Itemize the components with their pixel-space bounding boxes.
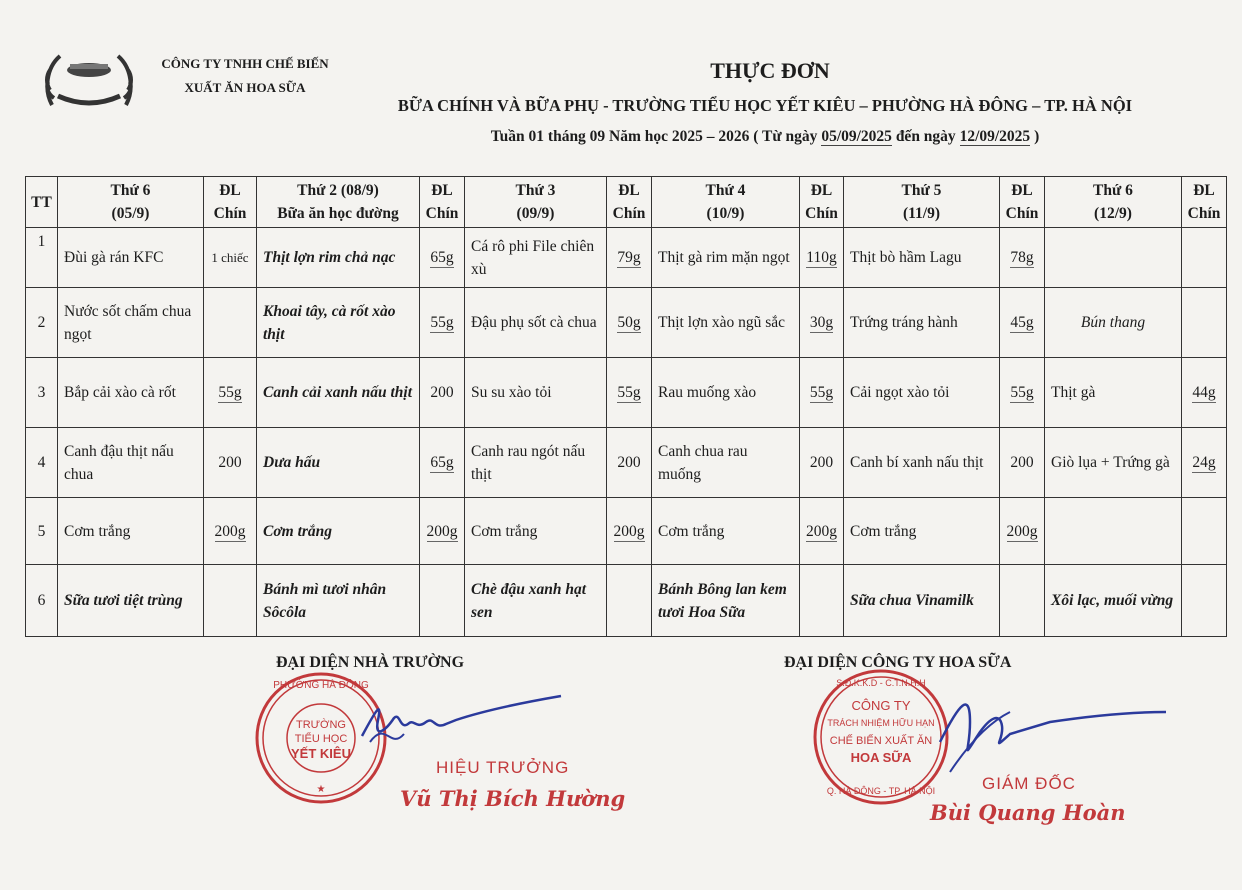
day-date: (12/9) [1094,205,1132,222]
qty-cell [1182,565,1227,637]
qty-cell: 200 [800,428,844,498]
qty-cell: 200 [607,428,652,498]
qty-cell [607,288,652,358]
qty-cell [607,228,652,288]
qty-value: 1 chiếc [211,250,249,265]
dish-cell [1045,498,1182,565]
dish-cell: Su su xào tỏi [465,358,607,428]
company-logo [44,50,134,112]
header-day [1045,177,1182,228]
dish-cell: Thịt lợn xào ngũ sắc [652,288,800,358]
qty-cell [1182,428,1227,498]
menu-table [25,176,1227,637]
row-number: 6 [26,565,58,637]
company-line1: CÔNG TY TNHH CHẾ BIẾN [161,56,329,71]
dl-label: ĐL [810,182,833,199]
day-label: Thứ 4 [705,182,746,199]
qty-cell [607,565,652,637]
qty-value: 200g [214,522,246,540]
dish-cell: Thịt lợn rim chả nạc [257,228,420,288]
qty-cell: 200 [204,428,257,498]
dish-cell: Đùi gà rán KFC [58,228,204,288]
dish-cell: Nước sốt chấm chua ngọt [58,288,204,358]
header-dl [1000,177,1045,228]
dl-sub: Chín [612,205,646,222]
dish-cell: Rau muống xào [652,358,800,428]
qty-value: 45g [1010,314,1034,331]
company-representative-label: ĐẠI DIỆN CÔNG TY HOA SỮA [784,654,1012,671]
day-date: (11/9) [902,205,941,222]
qty-value: 30g [809,314,834,331]
day-label: Thứ 6 [110,182,151,199]
dish-cell: Cơm trắng [465,498,607,565]
dish-cell: Cải ngọt xào tỏi [844,358,1000,428]
svg-text:TRƯỜNG: TRƯỜNG [296,719,346,731]
qty-value: 200g [1006,522,1038,540]
qty-cell [607,498,652,565]
qty-value: 24g [1192,454,1216,471]
qty-cell [800,288,844,358]
week-range [330,128,1200,146]
header-dl [1182,177,1227,228]
dish-cell: Sữa chua Vinamilk [844,565,1000,637]
svg-text:Q. HÀ ĐÔNG - TP. HÀ NỘI: Q. HÀ ĐÔNG - TP. HÀ NỘI [826,786,936,796]
header-day [652,177,800,228]
table-row [26,358,1227,428]
header-dl [420,177,465,228]
header-day [58,177,204,228]
dish-cell: Chè đậu xanh hạt sen [465,565,607,637]
dish-cell: Bún thang [1045,288,1182,358]
qty-value: 44g [1192,384,1216,401]
dish-cell: Cá rô phi File chiên xù [465,228,607,288]
dish-cell: Giò lụa + Trứng gà [1045,428,1182,498]
qty-cell [1000,288,1045,358]
row-number: 3 [26,358,58,428]
dl-sub: Chín [1005,205,1039,222]
dl-label: ĐL [1011,182,1033,199]
qty-cell [420,228,465,288]
qty-cell [204,358,257,428]
qty-value: 200g [426,522,458,540]
week-prefix: Tuần 01 tháng 09 Năm học 2025 – 2026 ( Từ ngày [490,128,818,145]
day-date: Bữa ăn học đường [277,205,399,222]
row-number: 2 [26,288,58,358]
qty-cell [1182,288,1227,358]
dish-cell: Thịt bò hầm Lagu [844,228,1000,288]
qty-cell [800,358,844,428]
qty-value: 79g [617,249,641,266]
qty-cell [1000,228,1045,288]
dish-cell: Sữa tươi tiệt trùng [58,565,204,637]
qty-value: 55g [430,314,454,331]
dish-cell: Cơm trắng [257,498,420,565]
qty-cell [420,565,465,637]
page-title: THỰC ĐƠN [710,58,830,83]
header-day [465,177,607,228]
dish-cell: Canh rau ngót nấu thịt [465,428,607,498]
dish-cell: Trứng tráng hành [844,288,1000,358]
table-row [26,565,1227,637]
week-suffix: ) [1034,128,1040,145]
header-dl [607,177,652,228]
header-dl [204,177,257,228]
dish-cell: Canh chua rau muống [652,428,800,498]
company-name [150,52,340,100]
qty-value: 65g [430,249,454,266]
dish-cell: Thịt gà rim mặn ngọt [652,228,800,288]
header-day [257,177,420,228]
table-row [26,228,1227,288]
dish-cell: Canh bí xanh nấu thịt [844,428,1000,498]
svg-text:CÔNG TY: CÔNG TY [851,698,911,713]
dish-cell: Khoai tây, cà rốt xào thịt [257,288,420,358]
day-label: Thứ 5 [901,182,942,199]
table-row [26,498,1227,565]
dish-cell: Canh cải xanh nấu thịt [257,358,420,428]
dish-cell: Bánh mì tươi nhân Sôcôla [257,565,420,637]
qty-cell [1000,565,1045,637]
dish-cell: Đậu phụ sốt cà chua [465,288,607,358]
dl-sub: Chín [425,205,459,222]
header-tt: TT [26,177,58,228]
table-row [26,288,1227,358]
svg-text:S.Đ.K.K.D - C.T.N.H.H: S.Đ.K.K.D - C.T.N.H.H [836,678,926,688]
school-signature [356,690,566,760]
school-role: HIỆU TRƯỞNG [436,758,570,777]
dish-cell: Cơm trắng [844,498,1000,565]
qty-value: 55g [218,384,242,401]
day-label: Thứ 3 [515,182,556,199]
qty-value: 55g [1010,384,1034,401]
svg-text:★: ★ [316,784,326,795]
dish-cell [1045,228,1182,288]
qty-cell [204,498,257,565]
qty-cell [1182,358,1227,428]
svg-text:PHƯỜNG HÀ ĐÔNG: PHƯỜNG HÀ ĐÔNG [273,680,369,691]
dish-cell: Cơm trắng [652,498,800,565]
qty-cell [420,288,465,358]
svg-text:TIỂU HỌC: TIỂU HỌC [294,733,348,745]
date-to: 12/09/2025 [959,128,1031,145]
dl-sub: Chín [1187,205,1221,222]
header-day [844,177,1000,228]
svg-text:HOA SỮA: HOA SỮA [850,750,912,765]
dish-cell: Bánh Bông lan kem tươi Hoa Sữa [652,565,800,637]
qty-value: 200g [806,522,837,540]
svg-text:TRÁCH NHIỆM HỮU HẠN: TRÁCH NHIỆM HỮU HẠN [827,718,935,728]
qty-cell [800,498,844,565]
qty-value: 65g [430,454,454,471]
dl-sub: Chín [805,205,838,222]
date-from: 05/09/2025 [821,128,892,145]
company-signature [930,682,1170,782]
qty-cell [1182,228,1227,288]
row-number: 4 [26,428,58,498]
school-representative-label: ĐẠI DIỆN NHÀ TRƯỜNG [276,654,465,671]
table-header-row [26,177,1227,228]
qty-cell: 200 [1000,428,1045,498]
qty-cell [420,428,465,498]
qty-cell [420,498,465,565]
dish-cell: Xôi lạc, muối vừng [1045,565,1182,637]
dl-label: ĐL [431,182,453,199]
qty-cell [1000,358,1045,428]
dish-cell: Canh đậu thịt nấu chua [58,428,204,498]
svg-text:YẾT KIÊU: YẾT KIÊU [291,746,351,761]
day-label: Thứ 6 [1093,182,1133,199]
row-number: 1 [26,228,58,288]
day-date: (09/9) [516,205,555,222]
qty-cell: 200 [420,358,465,428]
qty-cell [204,288,257,358]
company-line2: XUẤT ĂN HOA SỮA [184,80,306,95]
dish-cell: Dưa hấu [257,428,420,498]
qty-value: 110g [806,249,837,266]
day-label: Thứ 2 (08/9) [297,182,379,199]
dish-cell: Thịt gà [1045,358,1182,428]
header-dl [800,177,844,228]
svg-text:CHẾ BIẾN XUẤT ĂN: CHẾ BIẾN XUẤT ĂN [829,735,933,747]
dish-cell: Cơm trắng [58,498,204,565]
qty-value: 200g [613,522,645,540]
qty-cell [1000,498,1045,565]
row-number: 5 [26,498,58,565]
qty-cell [204,565,257,637]
day-date: (05/9) [111,205,150,222]
company-role: GIÁM ĐỐC [982,774,1076,793]
day-date: (10/9) [706,205,745,222]
table-row [26,428,1227,498]
dl-label: ĐL [219,182,241,199]
qty-cell [800,565,844,637]
dl-sub: Chín [213,205,247,222]
page-subtitle: BỮA CHÍNH VÀ BỮA PHỤ - TRƯỜNG TIỂU HỌC YẾT KIÊU – PHƯỜNG HÀ ĐÔNG – TP. HÀ NỘI [397,96,1133,115]
dl-label: ĐL [618,182,640,199]
school-signer-name: Vũ Thị Bích Hường [400,786,626,811]
qty-cell [1182,498,1227,565]
qty-cell [800,228,844,288]
company-signer-name: Bùi Quang Hoàn [930,800,1126,825]
qty-value: 55g [617,384,641,401]
qty-value: 50g [617,314,641,331]
week-mid: đến ngày [895,128,956,145]
qty-cell [204,228,257,288]
dish-cell: Bắp cải xào cà rốt [58,358,204,428]
qty-cell [607,358,652,428]
dl-label: ĐL [1193,182,1215,199]
qty-value: 55g [809,384,834,401]
qty-value: 78g [1010,249,1034,266]
